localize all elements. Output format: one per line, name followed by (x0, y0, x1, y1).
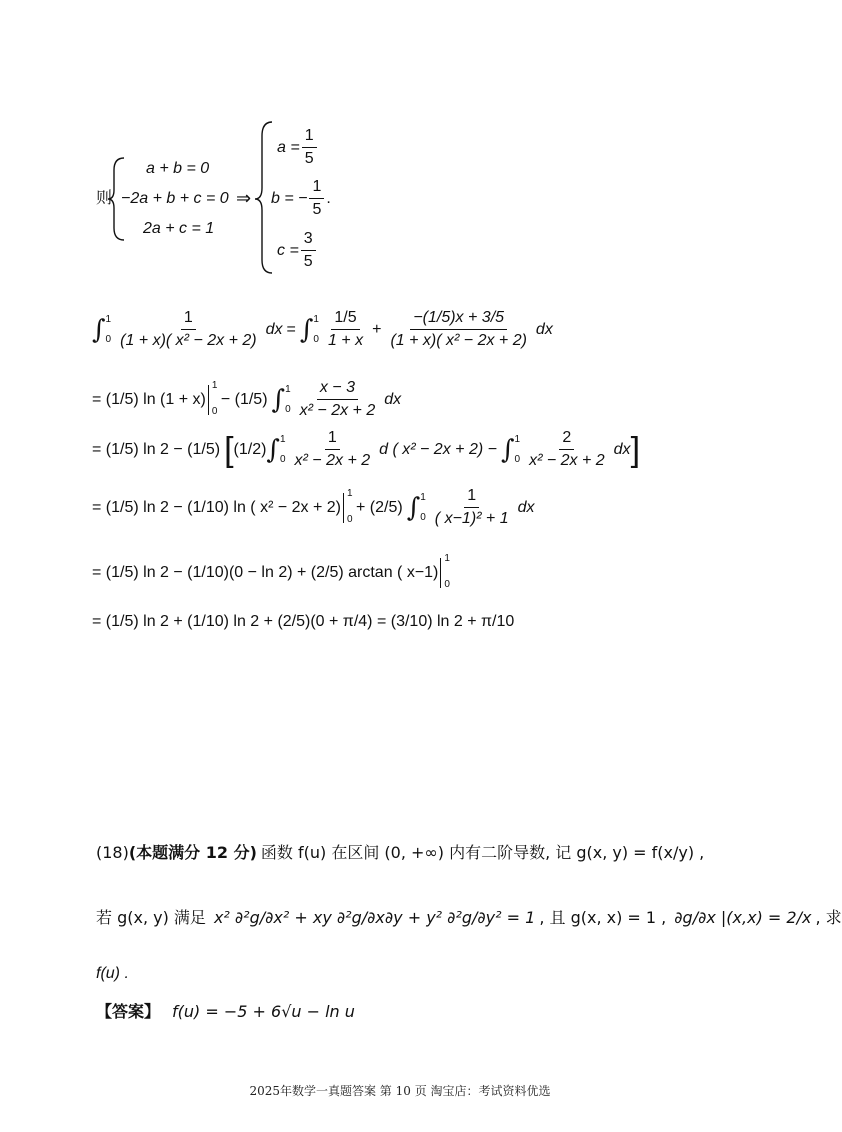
left-bracket: [ (224, 430, 234, 469)
line3-den: x² − 2x + 2 (294, 452, 371, 469)
integral-sign: ∫ (92, 314, 106, 345)
derivation-line-1: ∫ 1 0 $\frac{1}{\text{(1 + x)( x² − 2x + 2)}}$ dx = ∫ 1 0 $\frac{1/5}{1 + x}$ + $\frac{-(1/5)x + 3/5}{\text{(1 + x)( x² − 2x + 2)}}$ dx (92, 309, 553, 349)
derivation-line-2 (92, 380, 401, 419)
line1-term1-den: 1 + x (327, 332, 364, 349)
line3-fraction-1 (292, 430, 374, 469)
solution-b-fraction (309, 179, 324, 218)
problem-text-2c: , 且 g(x, x) = 1 , (539, 908, 667, 927)
solution-a-den: 5 (304, 150, 314, 167)
solution-a (277, 128, 319, 167)
derivation-line-6 (92, 614, 514, 630)
line3-part-b: (1/2) (233, 440, 267, 458)
line1-term1-fraction (325, 310, 366, 349)
line3-dx: dx (613, 440, 631, 458)
problem-text-1: 函数 f(u) 在区间 (0, +∞) 内有二阶导数, 记 g(x, y) = f(x/y) , (260, 843, 705, 862)
page-footer: 2025年数学一真题答案 第 10 页 淘宝店：考试资料优选 (249, 1084, 551, 1098)
integral-sign: ∫ (271, 384, 286, 415)
problem-18-line-2 (96, 910, 842, 926)
evaluation-bar: 1 0 (343, 493, 344, 523)
integral-limits: 1 0 (105, 313, 112, 345)
integral-limits: 1 0 (279, 433, 286, 465)
problem-18-line-1 (96, 845, 704, 861)
line1-term2-num: −(1/5)x + 3/5 (410, 310, 507, 330)
line4-part-a: = (1/5) ln 2 − (1/10) ln ( x² − 2x + 2) (92, 498, 341, 516)
integral-limits: 1 0 (420, 491, 426, 523)
line2-den: x² − 2x + 2 (299, 402, 376, 419)
problem-derivative-condition: ∂g/∂x |(x,x) = 2/x (674, 908, 812, 927)
problem-text-2a: 若 g(x, y) 满足 (96, 908, 206, 927)
line3-den-2: x² − 2x + 2 (529, 452, 605, 469)
line3-fraction-2 (526, 430, 608, 469)
answer-row (96, 1004, 355, 1020)
line3-part-c: d ( x² − 2x + 2) − (379, 440, 497, 458)
solution-b-lhs: b = − (271, 189, 308, 207)
line3-part-a: = (1/5) ln 2 − (1/5) (92, 440, 221, 458)
equation-3: 2a + c = 1 (143, 220, 215, 237)
answer-label: 【答案】 (96, 1002, 161, 1021)
solution-c (277, 231, 318, 270)
line4-num: 1 (464, 488, 479, 508)
line1-term2-den: (1 + x)( x² − 2x + 2) (390, 332, 527, 349)
line4-dx: dx (517, 498, 535, 516)
line1-lhs-fraction (117, 310, 259, 349)
derivation-line-5 (92, 553, 450, 590)
system-prefix: 则 (96, 188, 113, 207)
line4-den: ( x−1)² + 1 (434, 510, 509, 527)
problem-score: (本题满分 12 分) (128, 843, 257, 862)
right-bracket: ] (630, 430, 641, 469)
line5-text: = (1/5) ln 2 − (1/10)(0 − ln 2) + (2/5) arctan ( x−1) (92, 564, 439, 581)
problem-text-2e: , 求 (815, 908, 842, 927)
line1-eq: = (286, 320, 296, 338)
equation-2: −2a + b + c = 0 (121, 190, 229, 207)
integral-sign: ∫ (299, 314, 314, 345)
solution-c-den: 5 (303, 253, 313, 270)
integral-sign: ∫ (406, 492, 421, 523)
line2-part-a: = (1/5) ln (1 + x) (92, 390, 206, 408)
line1-lhs-den: (1 + x)( x² − 2x + 2) (120, 332, 257, 349)
equation-1: a + b = 0 (146, 160, 210, 177)
derivation-line-4 (92, 488, 535, 527)
integral-limits: 1 0 (313, 313, 319, 345)
evaluation-bar: 1 0 (440, 558, 441, 588)
line1-lhs-num: 1 (181, 310, 196, 330)
integral-sign: ∫ (266, 434, 280, 465)
answer-formula: f(u) = −5 + 6√u − ln u (172, 1002, 355, 1021)
implies-arrow: ⇒ (236, 188, 252, 208)
integral-limits: 1 0 (514, 433, 521, 465)
problem-number: (18) (96, 843, 129, 862)
solution-a-lhs: a = (277, 138, 300, 156)
solution-c-num: 3 (301, 231, 316, 251)
line3-num-2: 2 (559, 430, 574, 450)
evaluation-bar: 1 0 (208, 385, 209, 415)
line4-part-b: + (2/5) (356, 498, 403, 516)
problem-18-line-3: f(u) . (96, 965, 129, 982)
solution-a-num: 1 (302, 128, 317, 148)
line2-fraction (297, 380, 379, 419)
line2-part-b: − (1/5) (220, 390, 268, 408)
line4-fraction (432, 488, 512, 527)
solution-c-lhs: c = (277, 241, 299, 259)
line1-term1-num: 1/5 (331, 310, 359, 330)
solution-b-den: 5 (312, 201, 322, 218)
solution-b (271, 179, 331, 218)
line1-dx-2: dx (535, 320, 553, 338)
line2-num: x − 3 (317, 380, 358, 400)
line2-dx: dx (384, 390, 402, 408)
line6-text: = (1/5) ln 2 + (1/10) ln 2 + (2/5)(0 + π/4) = (3/10) ln 2 + π/10 (92, 613, 515, 630)
solution-a-fraction (302, 128, 317, 167)
system-braces (0, 0, 800, 300)
line1-dx: dx (265, 320, 283, 338)
solution-c-fraction (301, 231, 316, 270)
integral-sign: ∫ (500, 434, 515, 465)
problem-pde: x² ∂²g/∂x² + xy ∂²g/∂x∂y + y² ∂²g/∂y² = 1 (213, 908, 536, 927)
solution-period: . (326, 189, 331, 207)
integral-limits: 1 0 (285, 383, 291, 415)
line3-num: 1 (325, 430, 340, 450)
solution-b-num: 1 (309, 179, 324, 199)
derivation-line-3 (92, 430, 640, 469)
line1-term2-fraction (387, 310, 529, 349)
